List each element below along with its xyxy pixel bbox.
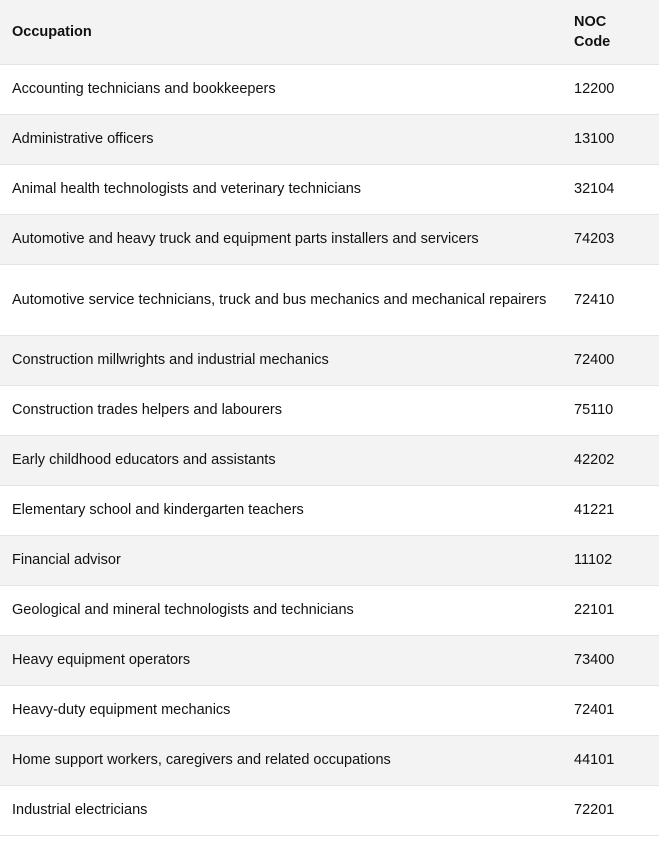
table-row bbox=[0, 585, 659, 635]
header-noc-line1: NOC bbox=[574, 13, 607, 30]
noc-code-cell: 12200 bbox=[562, 64, 659, 114]
occupation-cell: Heavy-duty equipment mechanics bbox=[0, 685, 562, 735]
table-row bbox=[0, 214, 659, 264]
occupation-cell: Administrative officers bbox=[0, 114, 562, 164]
noc-code-cell: 72400 bbox=[562, 335, 659, 385]
noc-code-cell: 75110 bbox=[562, 385, 659, 435]
table-row bbox=[0, 164, 659, 214]
noc-code-cell: 11102 bbox=[562, 535, 659, 585]
occupation-cell: Financial advisor bbox=[0, 535, 562, 585]
occupation-cell: Accounting technicians and bookkeepers bbox=[0, 64, 562, 114]
table-row bbox=[0, 385, 659, 435]
table-row bbox=[0, 64, 659, 114]
occupation-cell: Elementary school and kindergarten teachers bbox=[0, 485, 562, 535]
occupation-cell: Early childhood educators and assistants bbox=[0, 435, 562, 485]
table-body bbox=[0, 64, 659, 835]
occupation-cell: Automotive service technicians, truck and bus mechanics and mechanical repairers bbox=[0, 264, 562, 335]
noc-code-cell: 42202 bbox=[562, 435, 659, 485]
table-row bbox=[0, 435, 659, 485]
table-row bbox=[0, 735, 659, 785]
occupation-cell: Construction trades helpers and labourers bbox=[0, 385, 562, 435]
noc-code-cell: 74203 bbox=[562, 214, 659, 264]
header-occupation: Occupation bbox=[0, 0, 562, 64]
occupation-cell: Construction millwrights and industrial mechanics bbox=[0, 335, 562, 385]
noc-code-cell: 32104 bbox=[562, 164, 659, 214]
noc-code-cell: 13100 bbox=[562, 114, 659, 164]
header-row bbox=[0, 0, 659, 64]
table-header bbox=[0, 0, 659, 64]
occupation-cell: Animal health technologists and veterinary technicians bbox=[0, 164, 562, 214]
header-noc-line2: Code bbox=[574, 33, 611, 50]
noc-code-cell: 22101 bbox=[562, 585, 659, 635]
noc-code-cell: 73400 bbox=[562, 635, 659, 685]
table-row bbox=[0, 635, 659, 685]
table-row bbox=[0, 335, 659, 385]
noc-code-cell: 72201 bbox=[562, 785, 659, 835]
noc-code-cell: 41221 bbox=[562, 485, 659, 535]
occupation-cell: Heavy equipment operators bbox=[0, 635, 562, 685]
table-row bbox=[0, 785, 659, 835]
noc-code-cell: 72410 bbox=[562, 264, 659, 335]
header-noc-code bbox=[562, 0, 659, 64]
noc-code-cell: 72401 bbox=[562, 685, 659, 735]
occupation-cell: Industrial electricians bbox=[0, 785, 562, 835]
occupation-cell: Automotive and heavy truck and equipment parts installers and servicers bbox=[0, 214, 562, 264]
table-row bbox=[0, 685, 659, 735]
occupation-cell: Geological and mineral technologists and technicians bbox=[0, 585, 562, 635]
occupation-cell: Home support workers, caregivers and related occupations bbox=[0, 735, 562, 785]
table-row bbox=[0, 535, 659, 585]
table-row bbox=[0, 114, 659, 164]
table-row bbox=[0, 264, 659, 335]
noc-code-cell: 44101 bbox=[562, 735, 659, 785]
table-row bbox=[0, 485, 659, 535]
